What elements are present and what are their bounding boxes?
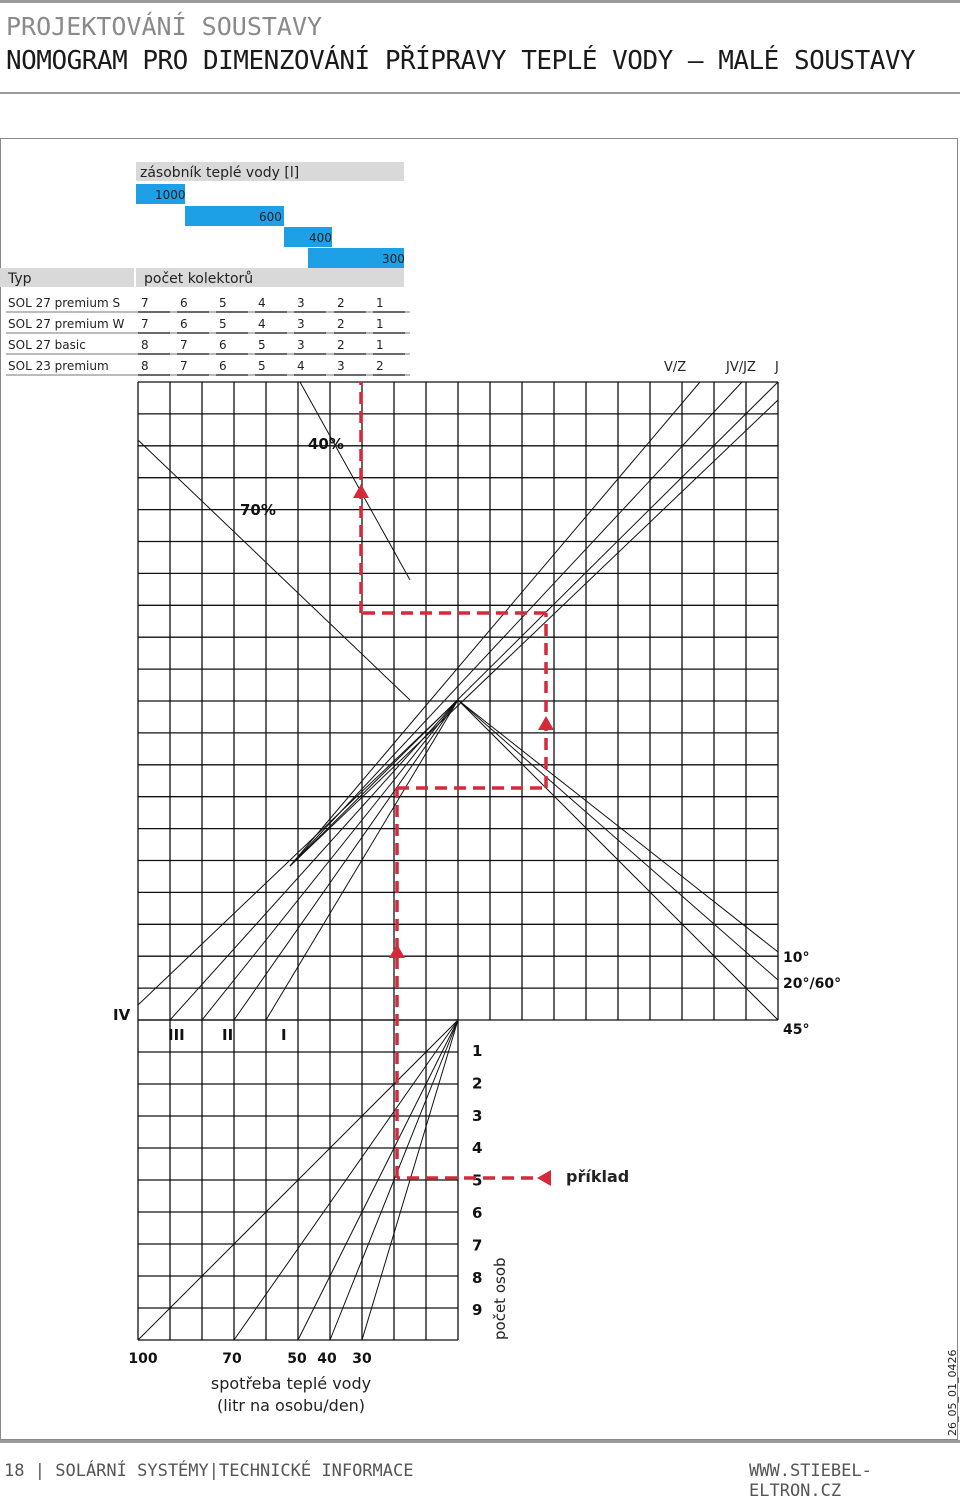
row-name: SOL 27 basic <box>8 338 86 352</box>
arrow-left-icon <box>537 1170 551 1186</box>
collector-count: 2 <box>337 338 345 352</box>
collector-count: 4 <box>258 317 266 331</box>
collector-count: 3 <box>297 338 305 352</box>
collector-count: 6 <box>180 317 188 331</box>
collector-count: 3 <box>297 317 305 331</box>
row-name: SOL 27 premium W <box>8 317 125 331</box>
footer-url[interactable]: WWW.STIEBEL-ELTRON.CZ <box>749 1461 872 1501</box>
orientation-line <box>290 382 742 866</box>
footer-part2: TECHNICKÉ INFORMACE <box>219 1461 414 1481</box>
consumption-tick: 40 <box>317 1351 337 1367</box>
collector-count: 2 <box>337 317 345 331</box>
tank-label: zásobník teplé vody [l] <box>140 165 300 181</box>
collector-count: 4 <box>297 359 305 373</box>
coverage-40: 40% <box>308 435 344 453</box>
collector-count: 7 <box>180 359 188 373</box>
consumption-tick: 70 <box>222 1351 242 1367</box>
orientation-jvjz: JV/JZ <box>726 360 756 375</box>
collector-count: 6 <box>180 296 188 310</box>
persons-axis-label: počet osob <box>491 1257 509 1340</box>
collector-table <box>6 296 410 375</box>
collectors-label: počet kolektorů <box>144 271 254 287</box>
collector-count: 7 <box>141 296 149 310</box>
collector-count: 3 <box>297 296 305 310</box>
row-name: SOL 27 premium S <box>8 296 121 310</box>
footer-rule <box>0 1440 960 1443</box>
collector-count: 8 <box>141 359 149 373</box>
collector-count: 7 <box>180 338 188 352</box>
consumption-tick: 100 <box>128 1351 158 1367</box>
persons-value: 3 <box>472 1106 483 1125</box>
page-number: 18 <box>4 1461 25 1481</box>
arrow-up-icon <box>353 484 369 498</box>
persons-value: 1 <box>472 1042 483 1060</box>
tilt-45: 45° <box>783 1022 810 1038</box>
page-title: NOMOGRAM PRO DIMENZOVÁNÍ PŘÍPRAVY TEPLÉ VODY – MALÉ SOUSTAVY <box>6 46 916 76</box>
example-path <box>361 382 546 1178</box>
persons-value: 4 <box>472 1139 483 1158</box>
tank-size-400: 400 <box>309 231 332 245</box>
tank-size-1000: 1000 <box>155 188 186 202</box>
persons-axis <box>472 1042 482 1319</box>
persons-value: 6 <box>472 1204 483 1222</box>
tank-size-300: 300 <box>382 252 405 266</box>
consumption-label-2: (litr na osobu/den) <box>216 1396 366 1415</box>
coverage-70: 70% <box>240 501 276 519</box>
collector-count: 6 <box>219 338 227 352</box>
collector-count: 8 <box>141 338 149 352</box>
consumption-label-1: spotřeba teplé vody <box>210 1374 372 1393</box>
persons-value: 8 <box>472 1268 483 1287</box>
footer-separator: | <box>208 1461 220 1481</box>
persons-value: 5 <box>472 1171 483 1190</box>
arrow-up-icon <box>389 944 405 958</box>
tilt-10: 10° <box>783 950 810 966</box>
collector-count: 2 <box>337 296 345 310</box>
collector-count: 1 <box>376 317 384 331</box>
tank-size-600: 600 <box>259 210 282 224</box>
persons-value: 9 <box>472 1301 483 1320</box>
side-code: 26_05_01_0426 <box>946 1349 959 1436</box>
row-name: SOL 23 premium <box>8 359 109 373</box>
collector-count: 2 <box>376 359 384 373</box>
orientation-j: J <box>775 360 779 375</box>
collector-count: 5 <box>258 359 266 373</box>
coverage-70-line <box>138 440 410 700</box>
section-heading: PROJEKTOVÁNÍ SOUSTAVY <box>6 12 323 41</box>
consumption-axis <box>128 1351 372 1367</box>
region-iv: IV <box>113 1006 131 1024</box>
collector-count: 4 <box>258 296 266 310</box>
region-ii: II <box>222 1026 234 1044</box>
footer-separator: | <box>34 1461 45 1481</box>
collector-count: 5 <box>258 338 266 352</box>
collector-count: 5 <box>219 296 227 310</box>
collector-count: 7 <box>141 317 149 331</box>
collector-count: 6 <box>219 359 227 373</box>
persons-value: 2 <box>472 1074 483 1093</box>
collector-count: 3 <box>337 359 345 373</box>
orientation-line <box>290 382 778 866</box>
consumption-tick: 50 <box>287 1351 307 1367</box>
example-label: příklad <box>566 1167 630 1186</box>
footer-part1: SOLÁRNÍ SYSTÉMY <box>55 1461 209 1481</box>
arrow-up-icon <box>538 716 554 730</box>
region-iii: III <box>168 1026 185 1044</box>
collector-count: 5 <box>219 317 227 331</box>
collector-count: 1 <box>376 296 384 310</box>
region-i: I <box>281 1026 287 1044</box>
orientation-vz: V/Z <box>664 360 687 375</box>
orientation-line <box>290 382 700 866</box>
consumption-tick: 30 <box>352 1351 372 1367</box>
collector-count: 1 <box>376 338 384 352</box>
tilt-20-60: 20°/60° <box>783 976 842 992</box>
footer-left <box>4 1461 413 1481</box>
persons-value: 7 <box>472 1236 483 1255</box>
type-label: Typ <box>8 271 32 287</box>
